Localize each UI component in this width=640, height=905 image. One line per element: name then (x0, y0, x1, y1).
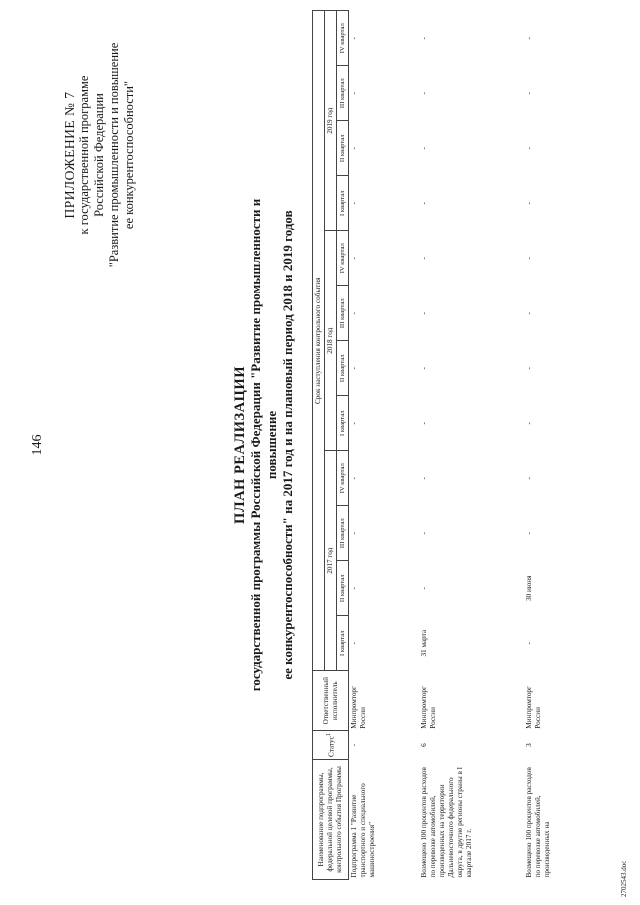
cell-quarter: - (350, 532, 358, 535)
cell-name: Подпрограмма 1 "Развитие транспортного и специального машиностроения" (350, 783, 376, 878)
cell-quarter: - (419, 367, 428, 370)
cell-quarter: - (419, 202, 428, 205)
file-reference: 2702543.doc (620, 860, 628, 897)
cell-quarter: - (524, 312, 533, 315)
cell-executor: Минпромторг России (524, 686, 542, 729)
cell-executor: Минпромторг России (419, 686, 437, 729)
header-name: Наименование подпрограммы, федеральной целевой программы, контрольного события Программы (313, 760, 349, 880)
header-status-text: Статус (327, 736, 336, 757)
cell-quarter: - (350, 642, 358, 645)
appendix-line: Российской Федерации (92, 93, 106, 217)
cell-quarter: - (350, 147, 358, 150)
cell-quarter: - (350, 92, 358, 95)
cell-quarter: - (524, 202, 533, 205)
title-line: ПЛАН РЕАЛИЗАЦИИ (232, 366, 248, 525)
cell-quarter: - (419, 257, 428, 260)
cell-quarter: - (350, 367, 358, 370)
cell-name: Возмещено 100 процентов расходов по перевозке автомобилей, произведенных на (524, 767, 551, 878)
header-quarter: III квартал (337, 66, 349, 121)
document-title (232, 165, 296, 725)
header-quarter: IV квартал (337, 11, 349, 66)
header-quarter: II квартал (337, 121, 349, 176)
cell-quarter: - (350, 477, 358, 480)
header-quarter: IV квартал (337, 451, 349, 506)
cell-quarter: - (524, 257, 533, 260)
cell-quarter: - (350, 37, 358, 40)
cell-quarter: - (524, 147, 533, 150)
cell-quarter: - (419, 147, 428, 150)
cell-status: - (350, 743, 358, 747)
cell-quarter: - (524, 642, 533, 645)
header-year-2018: 2018 год (325, 231, 337, 451)
cell-name: Возмещено 100 процентов расходов по перевозке автомобилей, произведенных на территории Дальневосточного федерального округа, в другие регионы страны в I квартале 2017 г. (419, 766, 473, 878)
header-quarter: IV квартал (337, 231, 349, 286)
appendix-line: "Развитие промышленности и повышение (107, 42, 121, 268)
header-quarter: II квартал (337, 561, 349, 616)
cell-quarter: - (350, 587, 358, 590)
cell-quarter: - (350, 422, 358, 425)
header-quarter: II квартал (337, 341, 349, 396)
header-quarter: III квартал (337, 286, 349, 341)
cell-quarter: - (524, 92, 533, 95)
header-quarter: I квартал (337, 396, 349, 451)
cell-status: 3 (524, 743, 533, 747)
table-row (349, 11, 419, 880)
cell-quarter: - (419, 422, 428, 425)
cell-quarter: 31 марта (419, 629, 428, 657)
cell-quarter: - (350, 312, 358, 315)
header-year-2019: 2019 год (325, 11, 337, 231)
plan-table (312, 10, 584, 880)
header-status (313, 731, 349, 760)
cell-quarter: - (419, 37, 428, 40)
cell-quarter: - (524, 477, 533, 480)
title-line: ее конкурентоспособности" на 2017 год и на плановый период 2018 и 2019 годов (280, 210, 295, 680)
cell-quarter: - (419, 587, 428, 590)
appendix-line: ПРИЛОЖЕНИЕ № 7 (62, 91, 77, 219)
cell-quarter: - (524, 532, 533, 535)
header-quarter: I квартал (337, 616, 349, 671)
header-year-2017: 2017 год (325, 451, 337, 671)
cell-status: 6 (419, 743, 428, 747)
cell-quarter: - (419, 532, 428, 535)
cell-quarter: - (350, 202, 358, 205)
header-status-footnote: 1 (325, 733, 332, 737)
title-line: государственной программы Российской Федерации "Развитие промышленности и повышение (248, 198, 279, 692)
cell-quarter: - (419, 92, 428, 95)
table-row (524, 11, 584, 880)
page-number: 146 (30, 434, 45, 456)
header-quarter: III квартал (337, 506, 349, 561)
appendix-block (62, 5, 137, 305)
appendix-line: к государственной программе (77, 75, 91, 235)
cell-executor: Минпромторг России (350, 686, 367, 729)
appendix-line: ее конкурентоспособности" (122, 80, 136, 230)
table-row (419, 11, 524, 880)
cell-quarter: - (524, 367, 533, 370)
cell-quarter: - (524, 37, 533, 40)
cell-quarter: - (419, 312, 428, 315)
cell-quarter: - (524, 422, 533, 425)
header-deadline: Срок наступления контрольного события (313, 11, 325, 671)
header-quarter: I квартал (337, 176, 349, 231)
header-executor: Ответственный исполнитель (313, 671, 349, 731)
cell-quarter: - (350, 257, 358, 260)
cell-quarter: - (419, 477, 428, 480)
cell-quarter: 30 июня (524, 575, 533, 601)
